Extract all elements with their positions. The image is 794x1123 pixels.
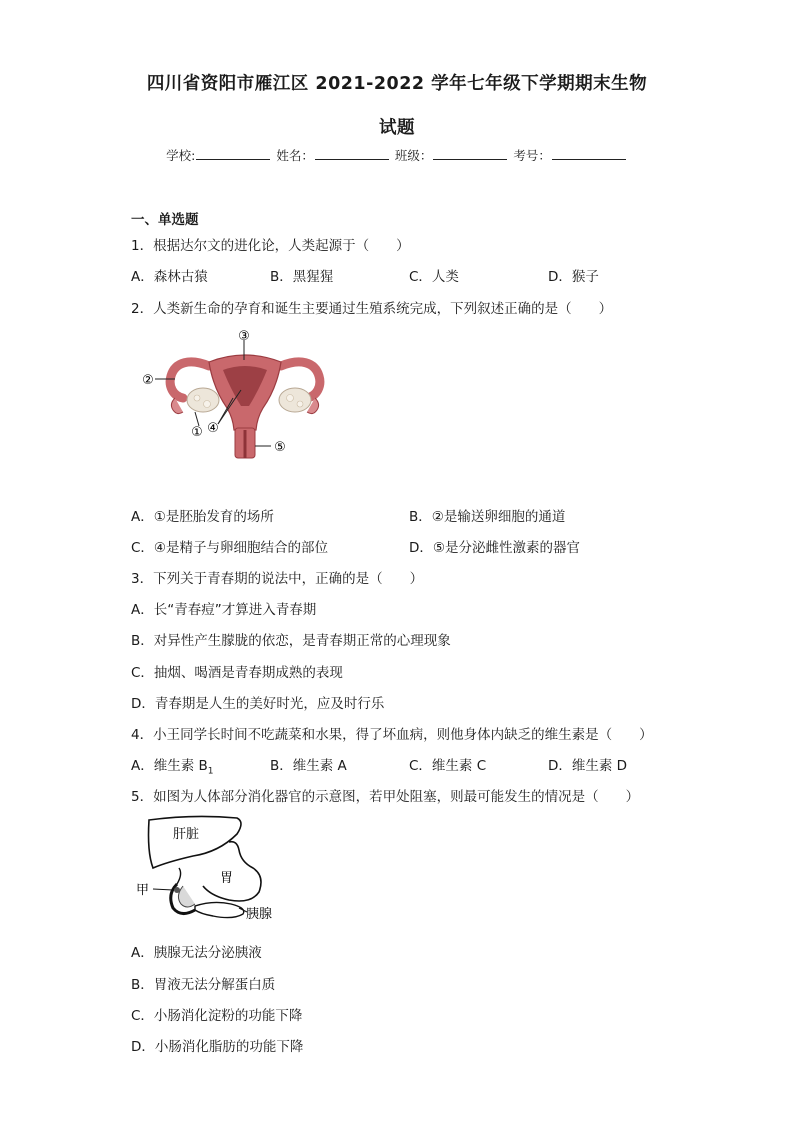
q5-option-b[interactable]: B．胃液无法分解蛋白质 bbox=[131, 977, 276, 993]
school-label: 学校: bbox=[166, 148, 196, 163]
page-title-line2: 试题 bbox=[379, 118, 415, 138]
exam-no-blank[interactable] bbox=[552, 147, 626, 160]
section-title: 一、单选题 bbox=[131, 212, 199, 228]
q3-option-c[interactable]: C．抽烟、喝酒是青春期成熟的表现 bbox=[131, 665, 343, 681]
q5-option-a[interactable]: A．胰腺无法分泌胰液 bbox=[131, 945, 262, 961]
label-3: ③ bbox=[238, 329, 250, 344]
digestive-organs-figure bbox=[133, 812, 283, 924]
class-label: 班级： bbox=[394, 148, 433, 163]
label-pancreas: 胰腺 bbox=[246, 907, 273, 922]
q4-option-a-text: A．维生素 B bbox=[131, 758, 208, 774]
q2-option-b[interactable]: B．②是输送卵细胞的通道 bbox=[409, 509, 566, 525]
q5-option-c[interactable]: C．小肠消化淀粉的功能下降 bbox=[131, 1008, 303, 1024]
label-2: ② bbox=[142, 373, 154, 388]
q3-option-a[interactable]: A．长“青春痘”才算进入青春期 bbox=[131, 602, 317, 618]
q4-option-c[interactable]: C．维生素 C bbox=[409, 758, 487, 774]
name-label: 姓名： bbox=[276, 148, 314, 163]
exam-no-label: 考号： bbox=[513, 148, 551, 163]
page-title: 四川省资阳市雁江区 2021-2022 学年七年级下学期期末生物 bbox=[146, 74, 648, 94]
q5-option-d[interactable]: D．小肠消化脂肪的功能下降 bbox=[131, 1039, 304, 1055]
q4-option-b[interactable]: B．维生素 A bbox=[270, 758, 347, 774]
question-4-stem: 4．小王同学长时间不吃蔬菜和水果，得了坏血病，则他身体内缺乏的维生素是（ ） bbox=[131, 727, 653, 743]
q1-option-a[interactable]: A．森林古猿 bbox=[131, 269, 208, 285]
right-ovary bbox=[279, 388, 311, 412]
school-blank[interactable] bbox=[196, 147, 270, 160]
class-blank[interactable] bbox=[433, 147, 507, 160]
student-info-line bbox=[0, 146, 794, 164]
label-stomach: 胃 bbox=[220, 871, 234, 886]
label-liver: 肝脏 bbox=[173, 827, 200, 842]
q2-option-d[interactable]: D．⑤是分泌雌性激素的器官 bbox=[409, 540, 580, 556]
label-1: ① bbox=[191, 425, 203, 440]
label-jia: 甲 bbox=[136, 883, 150, 898]
q2-option-a[interactable]: A．①是胚胎发育的场所 bbox=[131, 509, 274, 525]
q4-option-d[interactable]: D．维生素 D bbox=[548, 758, 628, 774]
q4-option-a[interactable] bbox=[131, 754, 214, 777]
pancreas bbox=[195, 902, 244, 917]
label-5: ⑤ bbox=[274, 440, 286, 455]
q2-option-c[interactable]: C．④是精子与卵细胞结合的部位 bbox=[131, 540, 329, 556]
question-2-stem: 2．人类新生命的孕育和诞生主要通过生殖系统完成，下列叙述正确的是（ ） bbox=[131, 301, 613, 317]
left-ovary bbox=[187, 388, 219, 412]
female-reproductive-system-figure bbox=[135, 326, 335, 464]
label-4: ④ bbox=[207, 421, 219, 436]
question-5-stem: 5．如图为人体部分消化器官的示意图，若甲处阻塞，则最可能发生的情况是（ ） bbox=[131, 789, 640, 805]
q1-option-c[interactable]: C．人类 bbox=[409, 269, 459, 285]
q3-option-d[interactable]: D．青春期是人生的美好时光，应及时行乐 bbox=[131, 696, 385, 712]
bile-duct bbox=[177, 868, 181, 884]
question-3-stem: 3．下列关于青春期的说法中，正确的是（ ） bbox=[131, 571, 424, 587]
q1-option-d[interactable]: D．猴子 bbox=[548, 269, 599, 285]
q1-option-b[interactable]: B．黑猩猩 bbox=[270, 269, 334, 285]
question-1-stem: 1．根据达尔文的进化论，人类起源于（ ） bbox=[131, 238, 410, 254]
q4-option-a-subscript: 1 bbox=[207, 766, 214, 777]
name-blank[interactable] bbox=[315, 147, 389, 160]
q3-option-b[interactable]: B．对异性产生朦胧的依恋，是青春期正常的心理现象 bbox=[131, 633, 451, 649]
